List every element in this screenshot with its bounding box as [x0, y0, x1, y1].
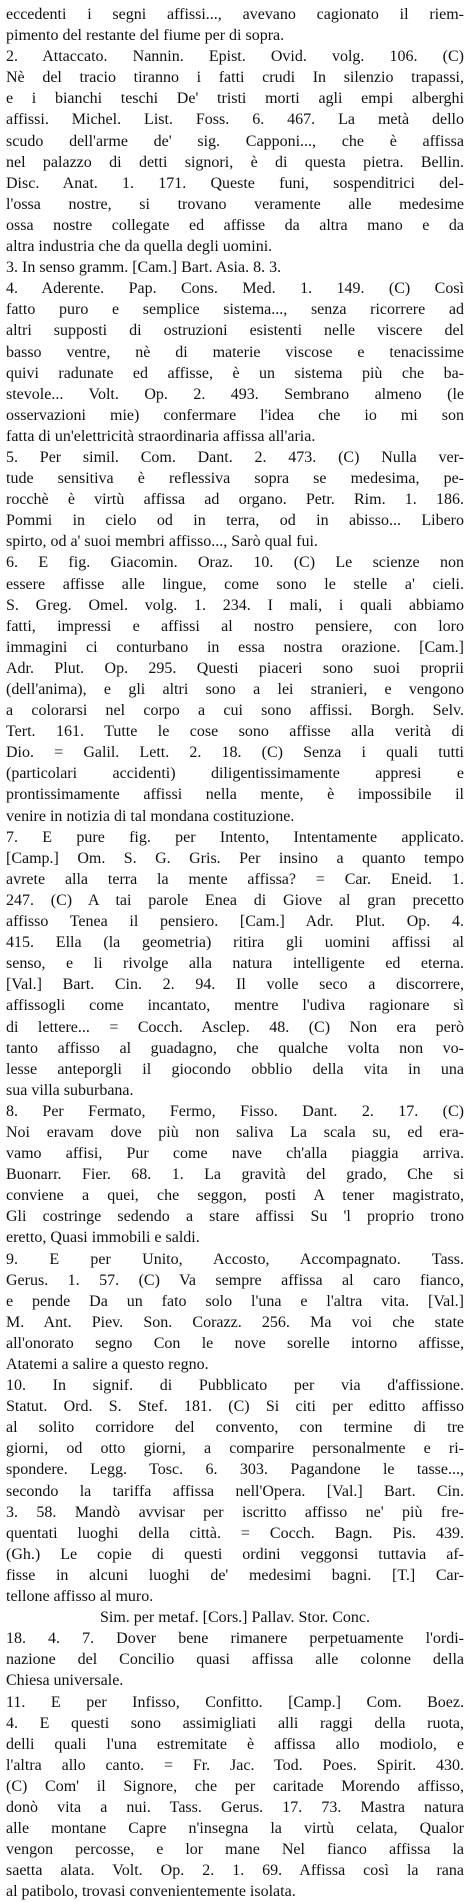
- text-line: Buonarr. Fier. 68. 1. La gravità del grado, Che si: [6, 1166, 464, 1184]
- text-line: Nè del tracio tiranno i fatti crudi In silenzio trapassi,: [6, 69, 464, 87]
- text-line: delli quali l'una estremitate è affissa allo modiolo, e: [6, 1735, 464, 1753]
- text-line: spondere. Legg. Tosc. 6. 303. Pagandone le tasse...,: [6, 1461, 464, 1479]
- text-line: quivi radunate ed affisse, è un sistema più che ba-: [6, 364, 464, 382]
- text-line: Disc. Anat. 1. 171. Queste funi, sospenditrici del-: [6, 174, 464, 192]
- text-line: 7. E pure fig. per Intento, Intentamente applicato.: [6, 828, 464, 846]
- text-line: immagini ci conturbano in essa nostra orazione. [Cam.]: [6, 638, 464, 656]
- text-line: 11. E per Infisso, Confitto. [Camp.] Com. Boez.: [6, 1693, 464, 1711]
- text-line: senso, e li rivolge alla natura intelligente ed eterna.: [6, 955, 464, 973]
- text-line: spirto, od a' suoi membri affisso..., Sarò qual fui.: [6, 533, 318, 551]
- text-line: affissogli come incantato, mentre l'udiva ragionare sì: [6, 997, 464, 1015]
- text-line: di lettere... = Cocch. Asclep. 48. (C) Non era però: [6, 1018, 464, 1036]
- text-line: al solito corridore del convento, con termine di tre: [6, 1419, 464, 1437]
- text-line: alle montane Capre n'insegna la virtù celata, Qualor: [6, 1820, 464, 1838]
- text-line: Pommi in cielo od in terra, od in abisso... Libero: [6, 512, 464, 530]
- text-line: avrete alla terra la mente affissa? = Car. Eneid. 1.: [6, 870, 464, 888]
- text-line: conviene a quei, che seggon, posti A tener magistrato,: [6, 1187, 464, 1205]
- text-line: nazione del Concilio quasi affissa alle colonne della: [6, 1651, 464, 1669]
- text-line: 10. In signif. di Pubblicato per via d'affissione.: [6, 1377, 464, 1395]
- text-line: Statut. Ord. S. Stef. 181. (C) Si citi per editto affisso: [6, 1398, 464, 1416]
- text-line: M. Ant. Piev. Son. Corazz. 256. Ma voi che state: [6, 1313, 464, 1331]
- text-line: affissi. Michel. List. Foss. 6. 467. La metà dello: [6, 111, 464, 129]
- text-line: tude sensitiva è reflessiva sopra se medesima, pe-: [6, 470, 464, 488]
- text-line: 5. Per simil. Com. Dant. 2. 473. (C) Nulla ver-: [6, 448, 464, 466]
- text-line: fatta di un'elettricità straordinaria affissa all'aria.: [6, 427, 316, 445]
- text-line: altri supposti di ostruzioni esistenti nelle viscere del: [6, 322, 464, 340]
- text-line: 3. 58. Mandò avvisar per iscritto affisso ne' più fre-: [6, 1503, 464, 1521]
- text-line: scudo dell'arme de' sig. Capponi..., che è affissa: [6, 132, 464, 150]
- text-line: Chiesa universale.: [6, 1672, 124, 1690]
- text-line: all'onorato segno Con le nove sorelle intorno affisse,: [6, 1334, 464, 1352]
- text-line: S. Greg. Omel. volg. 1. 234. I mali, i quali abbiamo: [6, 596, 464, 614]
- dictionary-page: [6, 4, 464, 1901]
- text-line: (particolari accidenti) diligentissimamente appresi e: [6, 765, 464, 783]
- text-line: 247. (C) A tai parole Enea di Giove al gran precetto: [6, 891, 464, 909]
- text-line: nel palazzo di detti signori, è di questa pietra. Bellin.: [6, 153, 464, 171]
- text-line: e pende Da un fato solo l'una e l'altra vita. [Val.]: [6, 1292, 464, 1310]
- text-line: vengon percosse, e lor mane Nel fianco affissa la: [6, 1841, 464, 1859]
- text-line: Sim. per metaf. [Cors.] Pallav. Stor. Conc.: [99, 1609, 371, 1627]
- text-line: pimento del restante del fiume per di sopra.: [6, 27, 285, 45]
- text-line: vamo affisi, Pur come nave ch'alla piaggia arriva.: [6, 1145, 464, 1163]
- text-line: Gli costringe sedendo a stare affissi Su 'l proprio trono: [6, 1208, 464, 1226]
- text-line: fatto puro e semplice sistema..., senza ricorrere ad: [6, 301, 464, 319]
- text-line: e i bianchi teschi De' tristi morti agli empi alberghi: [6, 90, 464, 108]
- text-line: basso ventre, nè di materie viscose e tenacissime: [6, 343, 464, 361]
- text-line: essere affisse alle lingue, come sono le stelle a' cieli.: [6, 575, 464, 593]
- text-line: 3. In senso gramm. [Cam.] Bart. Asia. 8. 3.: [6, 259, 282, 277]
- text-line: secondo la tariffa affissa nell'Opera. [Val.] Bart. Cin.: [6, 1482, 464, 1500]
- text-line: sua villa suburbana.: [6, 1081, 134, 1099]
- text-line: Adr. Plut. Op. 295. Questi piaceri sono suoi proprii: [6, 659, 464, 677]
- text-line: fisse in alcuni luoghi de' medesimi bagni. [T.] Car-: [6, 1566, 464, 1584]
- text-line: Dio. = Galil. Lett. 2. 18. (C) Senza i quali tutti: [6, 744, 464, 762]
- text-line: 18. 4. 7. Dover bene rimanere perpetuamente l'ordi-: [6, 1630, 464, 1648]
- text-line: 2. Attaccato. Nannin. Epist. Ovid. volg. 106. (C): [6, 48, 464, 66]
- text-line: Atatemi a salire a questo regno.: [6, 1356, 209, 1373]
- text-line: ossa nostre collegate ed affisse da altra mano e da: [6, 216, 464, 234]
- text-line: affisso Tenea il pensiero. [Cam.] Adr. Plut. Op. 4.: [6, 913, 464, 931]
- text-line: 4. Aderente. Pap. Cons. Med. 1. 149. (C) Così: [6, 280, 464, 298]
- text-line: 9. E per Unito, Accosto, Accompagnato. Tass.: [6, 1250, 464, 1268]
- text-line: tanto affisso al guadagno, che qualche volta non vo-: [6, 1039, 464, 1057]
- text-line: osservazioni mie) confermare l'idea che io mi son: [6, 406, 464, 424]
- text-line: venire in notizia di tal mondana costituzione.: [6, 807, 295, 825]
- text-line: Noi eravam dove più non saliva La scala su, ed era-: [6, 1123, 464, 1141]
- text-line: eretto, Quasi immobili e saldi.: [6, 1229, 200, 1247]
- text-line: 4. E questi sono assimigliati alli raggi della ruota,: [6, 1714, 464, 1732]
- text-line: quentati luoghi della città. = Cocch. Bagn. Pis. 439.: [6, 1524, 464, 1542]
- text-line: saetta alata. Volt. Op. 2. 1. 69. Affissa così la rana: [6, 1862, 464, 1880]
- text-line: 8. Per Fermato, Fermo, Fisso. Dant. 2. 17. (C): [6, 1102, 464, 1120]
- text-line: lesse anteporgli il giocondo obblio della vita in una: [6, 1060, 464, 1078]
- text-line: tellone affisso al muro.: [6, 1588, 154, 1606]
- text-line: fatti, impressi e affissi al nostro pensiere, con loro: [6, 617, 464, 635]
- text-line: (dell'anima), e gli altri sono a lei stranieri, e vengono: [6, 681, 464, 698]
- text-line: donò vita a nui. Tass. Gerus. 17. 73. Mastra natura: [6, 1798, 464, 1816]
- text-line: stevole... Volt. Op. 2. 493. Sembrano almeno (le: [6, 385, 464, 403]
- text-line: [Camp.] Om. S. G. Gris. Per insino a quanto tempo: [6, 849, 464, 867]
- text-line: al patibolo, trovasi convenientemente isolata.: [6, 1883, 296, 1901]
- text-line: 6. E fig. Giacomin. Oraz. 10. (C) Le scienze non: [6, 554, 464, 572]
- text-line: (Gh.) Le copie di questi ordini veggonsi tuttavia af-: [6, 1545, 464, 1563]
- text-line: [Val.] Bart. Cin. 2. 94. Il volle seco a discorrere,: [6, 976, 464, 994]
- text-line: eccedenti i segni affissi..., avevano cagionato il riem-: [6, 6, 464, 23]
- text-line: altra industria che da quella degli uomini.: [6, 238, 273, 256]
- text-line: (C) Com' il Signore, che per caritade Morendo affisso,: [6, 1777, 464, 1795]
- text-line: giorni, od otto giorni, a comparire personalmente e ri-: [6, 1440, 464, 1458]
- text-line: Tert. 161. Tutte le cose sono affisse alla verità di: [6, 723, 464, 741]
- text-line: l'ossa nostre, si trovano veramente alle medesime: [6, 195, 464, 213]
- text-line: Gerus. 1. 57. (C) Va sempre affissa al caro fianco,: [6, 1271, 464, 1289]
- text-line: rocchè è virtù affissa ad organo. Petr. Rim. 1. 186.: [6, 491, 464, 509]
- text-line: prontissimamente affissi nella mente, è impossibile il: [6, 786, 464, 804]
- text-line: a colorarsi nel corpo a cui sono affissi. Borgh. Selv.: [6, 702, 464, 720]
- text-line: 415. Ella (la geometria) ritira gli uomini affissi al: [6, 934, 464, 952]
- text-line: l'altra allo canto. = Fr. Jac. Tod. Poes. Spirit. 430.: [6, 1756, 464, 1774]
